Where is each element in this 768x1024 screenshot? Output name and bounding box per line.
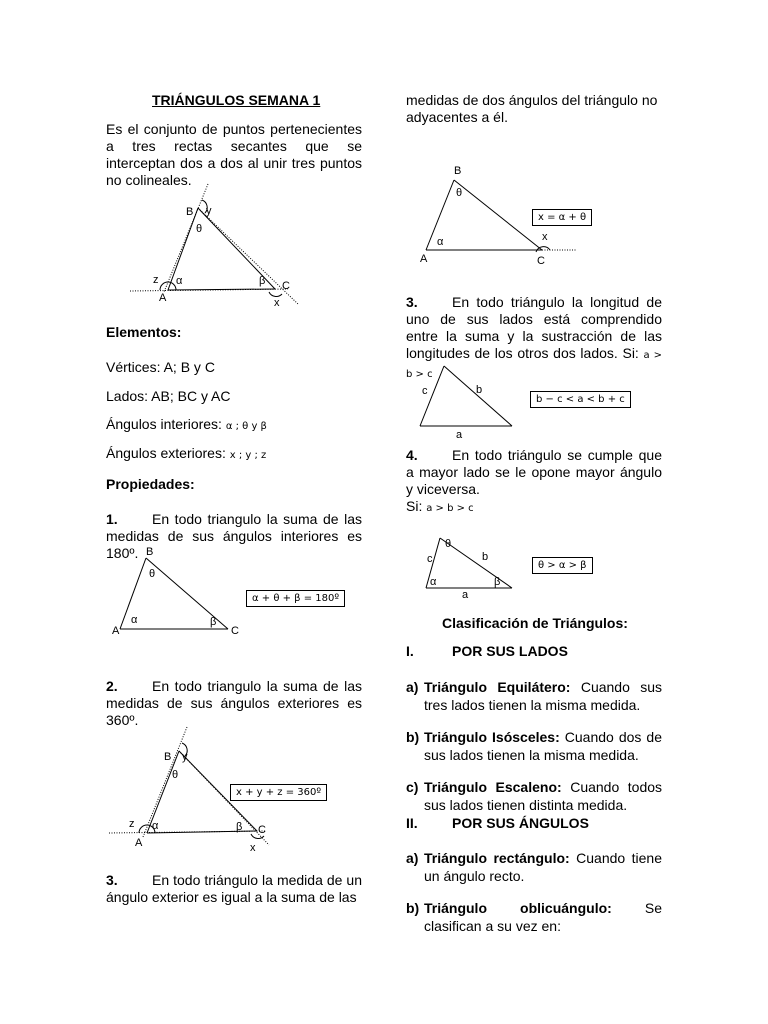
property-3-text: En todo triángulo la medida de un ángulo exterior es igual a la suma de las	[106, 872, 362, 905]
label-theta: θ	[196, 223, 203, 235]
label-a: A	[135, 837, 143, 849]
angulos-interiores-label: Ángulos interiores:	[106, 416, 222, 432]
list-item	[406, 849, 662, 885]
property-4-condition: a > b > c	[426, 503, 474, 514]
label-x: x	[274, 297, 280, 309]
label-c: C	[537, 255, 545, 267]
list-item-text: Cuando sus tres lados tienen la misma medida.	[424, 679, 663, 713]
label-z: z	[129, 818, 135, 830]
list-item-text: Triángulo Equilátero:	[424, 679, 571, 695]
formula-box-exterior: x = α + θ	[532, 209, 592, 226]
label-alpha: α	[131, 614, 138, 626]
label-b: b	[482, 551, 489, 563]
property-2-text: En todo triangulo la suma de las medidas de sus ángulos exteriores es 360º.	[106, 678, 362, 728]
section-1-heading	[406, 643, 568, 659]
side-ac	[168, 289, 275, 290]
label-b: B	[146, 546, 154, 558]
list-item	[406, 778, 662, 814]
property-3-continued: medidas de dos ángulos del triángulo no adyacentes a él.	[406, 92, 658, 125]
label-c: c	[422, 385, 428, 397]
label-b: B	[186, 206, 194, 218]
list-item	[406, 728, 662, 764]
list-item-text: Se clasifican a su vez en:	[424, 900, 663, 934]
property-4-si: Si:	[406, 498, 423, 514]
label-z: z	[153, 274, 159, 286]
label-alpha: α	[176, 275, 183, 287]
clasificacion-heading: Clasificación de Triángulos:	[442, 615, 628, 631]
label-b: B	[164, 751, 172, 763]
label-alpha: α	[437, 236, 444, 248]
property-3b-number: 3.	[406, 294, 418, 310]
label-theta: θ	[456, 187, 463, 199]
label-beta: β	[494, 576, 501, 588]
side-ab	[168, 208, 198, 290]
page-title: TRIÁNGULOS SEMANA 1	[152, 92, 321, 108]
figure-stroke	[143, 727, 187, 837]
vertices-line: Vértices: A; B y C	[106, 359, 215, 375]
property-2	[106, 678, 362, 729]
label-c: C	[258, 824, 266, 836]
figure-triangle-sides	[410, 362, 530, 442]
angulos-interiores-value: α ; θ y β	[225, 421, 267, 432]
label-beta: β	[236, 821, 243, 833]
property-1-text: En todo triangulo la suma de las medidas de sus ángulos interiores es 180º.	[106, 511, 362, 561]
label-alpha: α	[152, 820, 159, 832]
property-3b-condition: a > b > c	[406, 350, 663, 380]
formula-box-360: x + y + z = 360º	[230, 784, 327, 801]
list-lados	[406, 678, 662, 814]
angulos-exteriores-line	[106, 445, 266, 461]
property-4-text: En todo triángulo se cumple que a mayor lado se le opone mayor ángulo y viceversa.	[406, 447, 662, 497]
list-item-text: Cuando dos de sus lados tienen la misma medida.	[424, 729, 662, 763]
property-4	[406, 447, 662, 498]
list-item	[406, 899, 662, 935]
label-b: b	[476, 384, 483, 396]
property-1-number: 1.	[106, 511, 118, 527]
lados-line: Lados: AB; BC y AC	[106, 388, 231, 404]
list-item-text: Cuando tiene un ángulo recto.	[424, 850, 662, 884]
label-a: A	[420, 253, 428, 265]
label-c: C	[231, 625, 239, 637]
section-1-title: POR SUS LADOS	[452, 643, 568, 659]
label-a: a	[462, 589, 469, 601]
label-a: a	[456, 429, 463, 441]
label-y: y	[182, 751, 188, 763]
label-alpha: α	[430, 576, 437, 588]
angulos-exteriores-value: x ; y ; z	[229, 450, 267, 461]
label-c: c	[427, 553, 433, 565]
line-ab-extended	[164, 184, 208, 292]
label-beta: β	[259, 275, 266, 287]
figure-stroke	[454, 180, 542, 250]
formula-box-180: α + θ + β = 180º	[246, 590, 345, 607]
list-angulos	[406, 849, 662, 935]
figure-triangle-exterior-angles	[120, 180, 320, 310]
property-3b-text: En todo triángulo la longitud de uno de sus lados está comprendido entre la suma y la sustracción de las longitudes de los otros dos lados. Si:	[406, 294, 662, 361]
label-x: x	[542, 231, 548, 243]
property-2-number: 2.	[106, 678, 118, 694]
section-1-number: I.	[406, 643, 414, 659]
angulos-exteriores-label: Ángulos exteriores:	[106, 445, 226, 461]
label-x: x	[250, 842, 256, 854]
list-item-text: b)	[406, 900, 420, 916]
section-2-title: POR SUS ÁNGULOS	[452, 815, 589, 831]
angulos-interiores-line	[106, 416, 267, 432]
label-a: A	[159, 292, 167, 304]
list-item-text: Triángulo rectángulo:	[424, 850, 570, 866]
list-item	[406, 678, 662, 714]
section-2-number: II.	[406, 815, 418, 831]
label-b: B	[454, 165, 462, 177]
list-item-text: Triángulo Isósceles:	[424, 729, 560, 745]
formula-box-opposite: θ > α > β	[532, 557, 593, 574]
figure-triangle-opposite	[418, 532, 528, 602]
label-theta: θ	[172, 769, 179, 781]
list-item-text: b)	[406, 729, 420, 745]
property-3-number: 3.	[106, 872, 118, 888]
property-4-number: 4.	[406, 447, 418, 463]
formula-box-sides: b − c < a < b + c	[530, 391, 631, 408]
figure-triangle-sum-180	[108, 543, 258, 643]
list-item-text: Triángulo oblicuángulo:	[424, 900, 612, 916]
label-beta: β	[210, 616, 217, 628]
intro-paragraph: Es el conjunto de puntos pertenecientes a tres rectas secantes que se interceptan dos a dos al unir tres puntos no colineales.	[106, 121, 362, 188]
label-c: C	[282, 280, 290, 292]
propiedades-heading: Propiedades:	[106, 476, 195, 492]
list-item-text: a)	[406, 679, 419, 695]
label-a: A	[112, 625, 120, 637]
list-item-text: Cuando todos sus lados tienen distinta medida.	[424, 779, 663, 813]
property-3	[106, 872, 362, 906]
label-y: y	[206, 205, 212, 217]
list-item-text: c)	[406, 779, 419, 795]
figure-stroke	[444, 366, 512, 426]
label-theta: θ	[149, 568, 156, 580]
section-2-heading	[406, 815, 589, 831]
elementos-heading: Elementos:	[106, 324, 182, 340]
arc-x	[269, 292, 282, 296]
list-item-text: a)	[406, 850, 419, 866]
list-item-text: Triángulo Escaleno:	[424, 779, 562, 795]
property-4-condition-line	[406, 498, 474, 514]
label-theta: θ	[445, 538, 452, 550]
